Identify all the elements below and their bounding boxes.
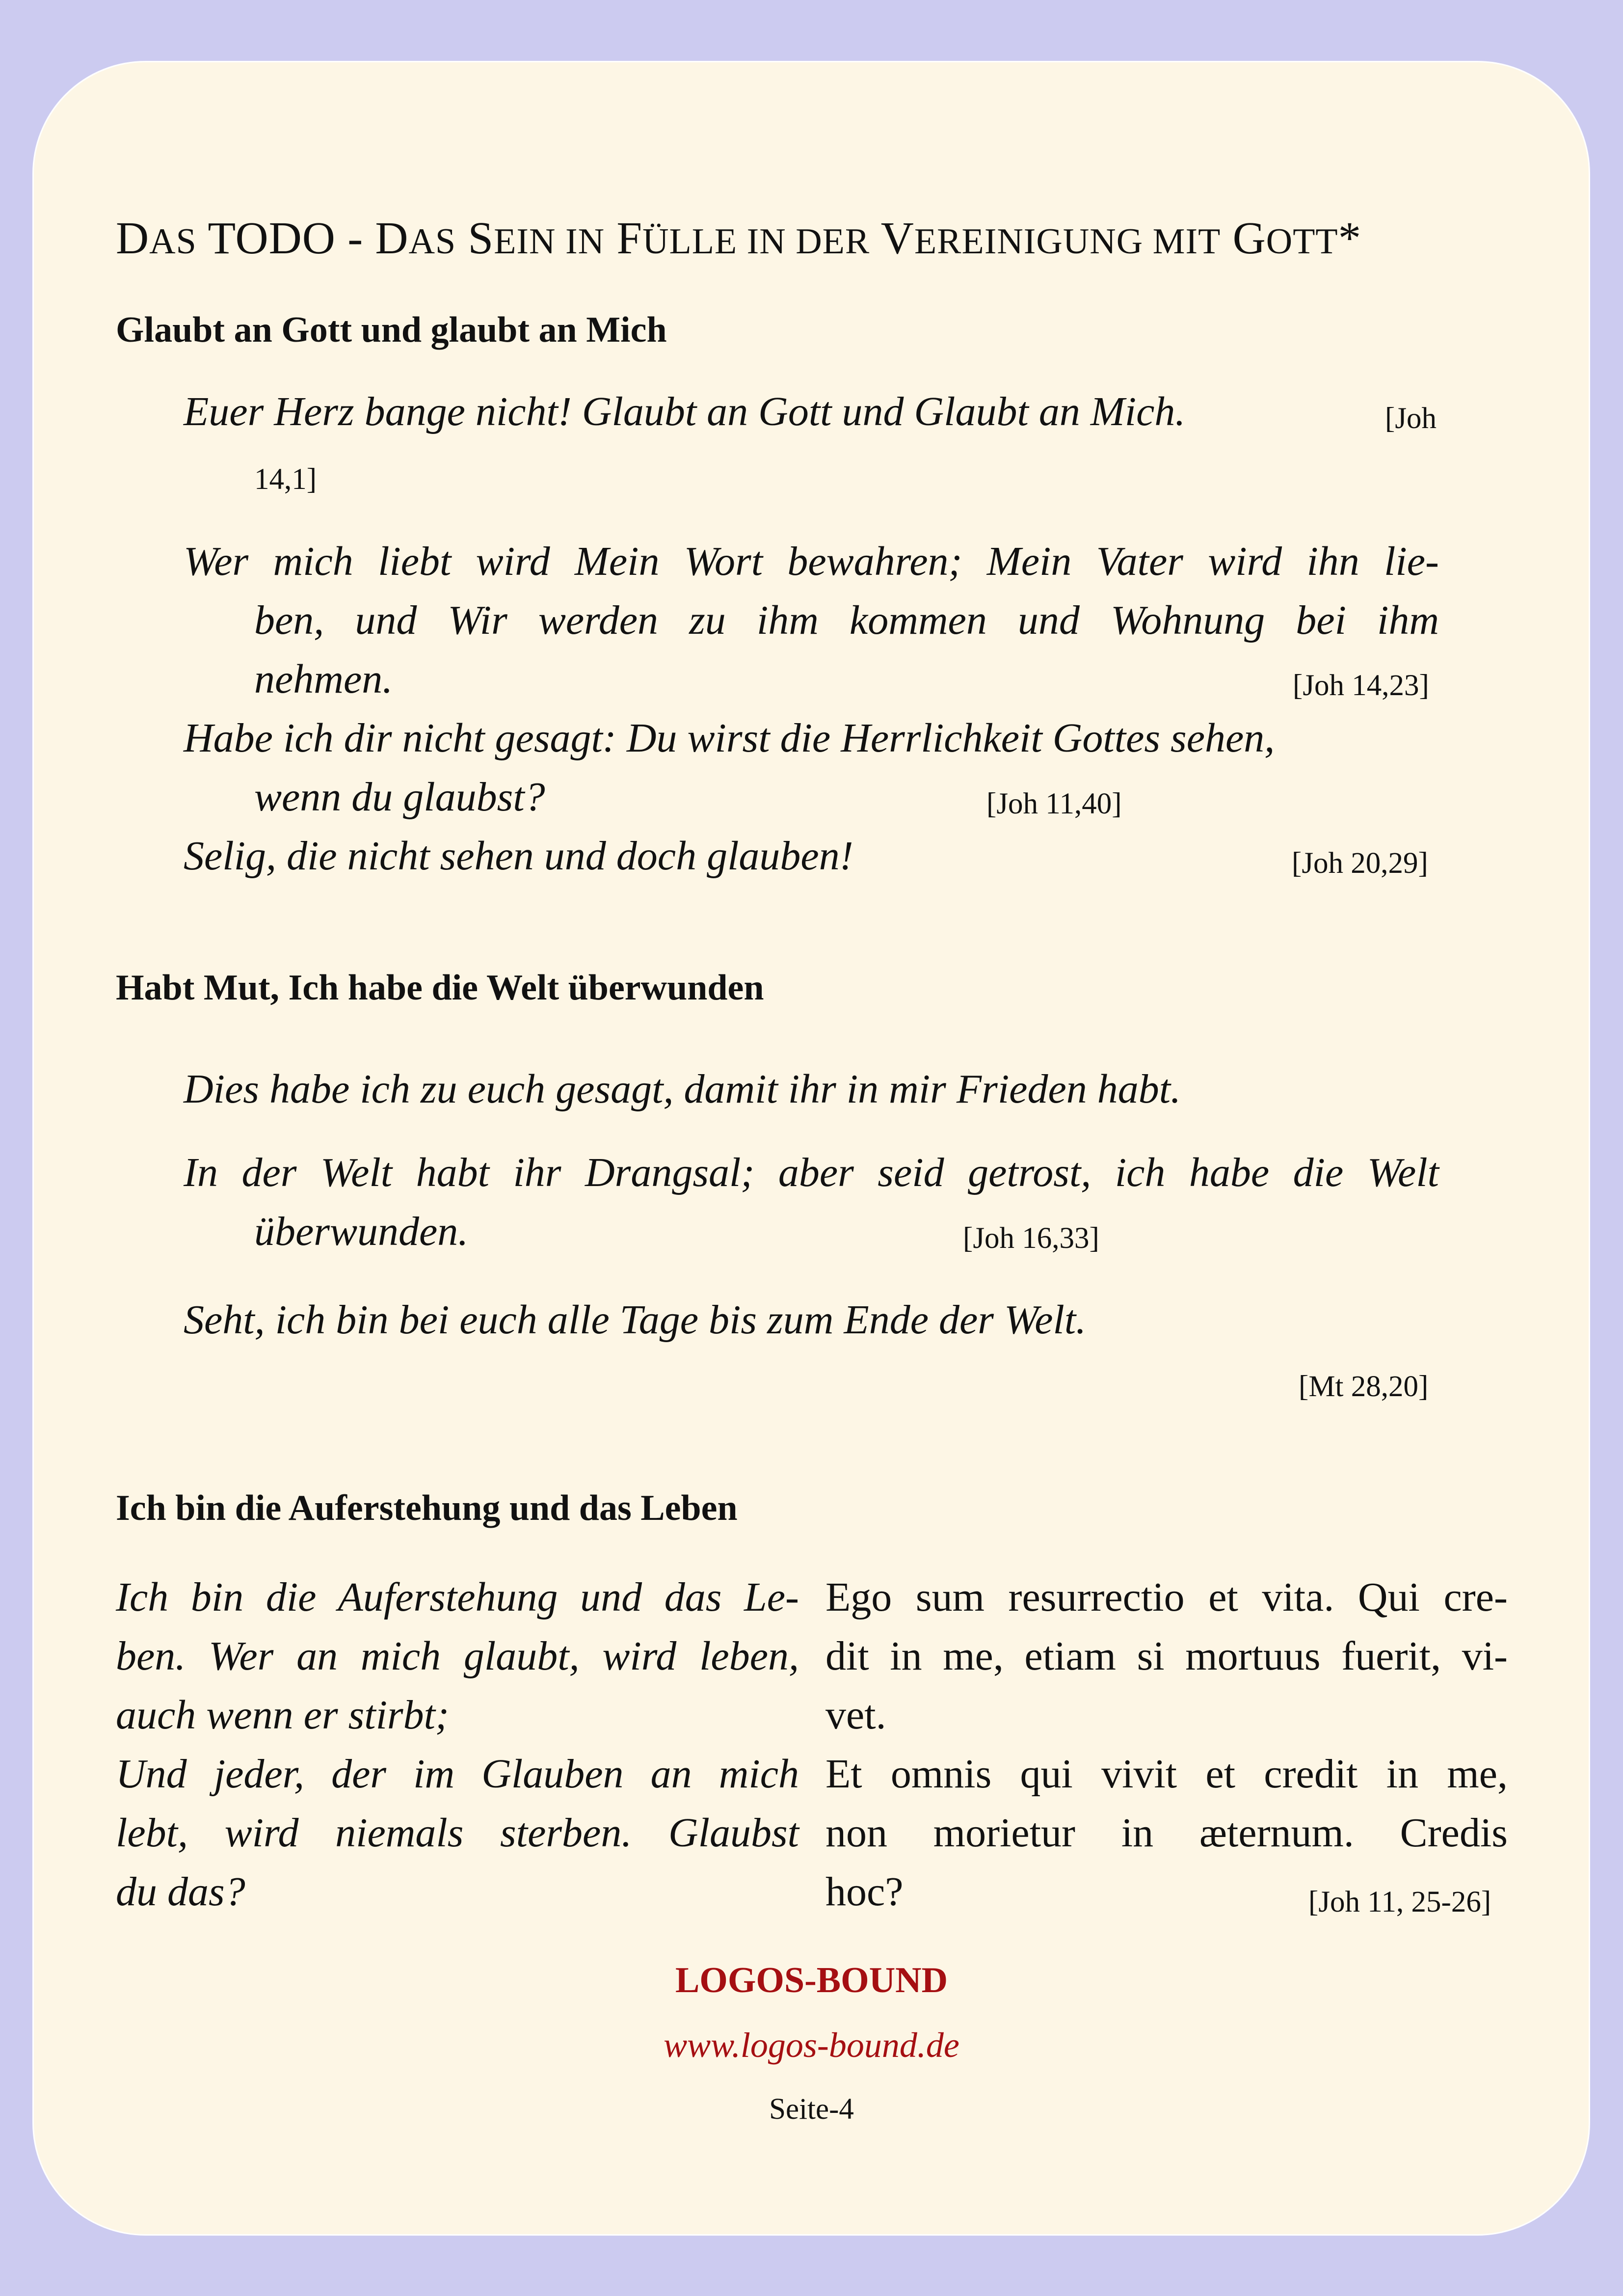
page-number: Seite-4 bbox=[769, 2093, 854, 2126]
section-heading: Ich bin die Auferstehung und das Leben bbox=[116, 1488, 738, 1528]
german-line: du das? bbox=[116, 1869, 245, 1915]
quote-line: Wer mich liebt wird Mein Wort bewahren; Mein Vater wird ihn lie- bbox=[184, 539, 1439, 584]
scripture-ref: [Mt 28,20] bbox=[1299, 1370, 1429, 1403]
quote-line: wenn du glaubst? bbox=[254, 774, 545, 820]
scripture-ref: 14,1] bbox=[254, 463, 317, 496]
latin-line: non morietur in æternum. Credis bbox=[825, 1810, 1508, 1856]
scripture-ref: [Joh 14,23] bbox=[1293, 669, 1429, 702]
quote-line: Dies habe ich zu euch gesagt, damit ihr in mir Frieden habt. bbox=[184, 1066, 1181, 1112]
quote-line: nehmen. bbox=[254, 656, 393, 702]
latin-line: Et omnis qui vivit et credit in me, bbox=[825, 1751, 1508, 1797]
german-line: auch wenn er stirbt; bbox=[116, 1692, 449, 1738]
quote-line: Seht, ich bin bei euch alle Tage bis zum Ende der Welt. bbox=[184, 1297, 1087, 1343]
section-heading: Glaubt an Gott und glaubt an Mich bbox=[116, 310, 667, 350]
latin-line: hoc? bbox=[825, 1869, 904, 1915]
website-link[interactable]: www.logos-bound.de bbox=[664, 2026, 959, 2065]
german-line: Und jeder, der im Glauben an mich bbox=[116, 1751, 799, 1797]
latin-line: dit in me, etiam si mortuus fuerit, vi- bbox=[825, 1633, 1508, 1679]
scripture-ref: [Joh bbox=[1385, 402, 1437, 435]
scripture-ref: [Joh 11,40] bbox=[986, 787, 1122, 820]
latin-line: Ego sum resurrectio et vita. Qui cre- bbox=[825, 1574, 1508, 1620]
scripture-ref: [Joh 16,33] bbox=[963, 1222, 1099, 1255]
scripture-ref: [Joh 20,29] bbox=[1292, 847, 1428, 880]
german-line: lebt, wird niemals sterben. Glaubst bbox=[116, 1810, 799, 1856]
quote-line: Selig, die nicht sehen und doch glauben! bbox=[184, 833, 853, 879]
quote-line: ben, und Wir werden zu ihm kommen und Wohnung bei ihm bbox=[254, 597, 1439, 643]
quote-line: überwunden. bbox=[254, 1209, 469, 1254]
quote-line: Habe ich dir nicht gesagt: Du wirst die Herrlichkeit Gottes sehen, bbox=[184, 715, 1275, 761]
latin-line: vet. bbox=[825, 1692, 886, 1738]
german-line: Ich bin die Auferstehung und das Le- bbox=[116, 1574, 799, 1620]
section-heading: Habt Mut, Ich habe die Welt überwunden bbox=[116, 968, 764, 1008]
german-line: ben. Wer an mich glaubt, wird leben, bbox=[116, 1633, 799, 1679]
brand-name: LOGOS-BOUND bbox=[675, 1960, 948, 2000]
quote-line: In der Welt habt ihr Drangsal; aber seid getrost, ich habe die Welt bbox=[184, 1150, 1439, 1195]
quote-line: Euer Herz bange nicht! Glaubt an Gott und Glaubt an Mich. bbox=[184, 389, 1186, 434]
page-title: DAS TODO - DAS SEIN IN FÜLLE IN DER VEREINIGUNG MIT GOTT* bbox=[116, 213, 1362, 264]
scripture-ref: [Joh 11, 25-26] bbox=[1308, 1886, 1491, 1918]
